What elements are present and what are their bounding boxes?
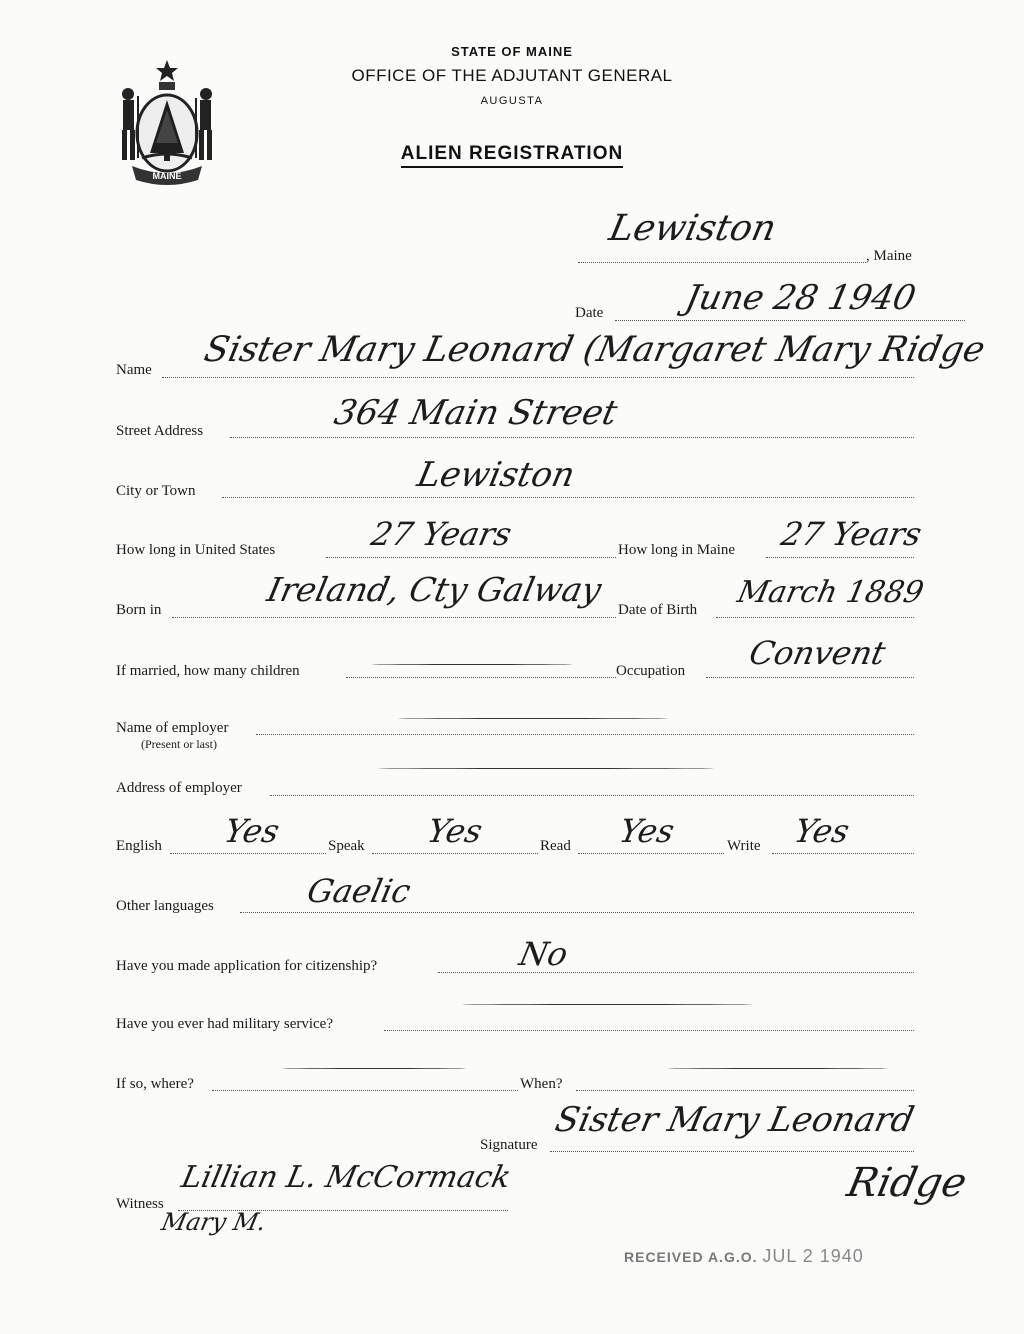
street-value: 364 Main Street [330, 393, 621, 433]
name-label: Name [116, 362, 152, 378]
date-value: June 28 1940 [681, 278, 920, 318]
read-line [578, 853, 724, 854]
how-long-maine-label: How long in Maine [618, 542, 736, 558]
occupation-value: Convent [745, 634, 889, 672]
signature-label: Signature [480, 1137, 538, 1153]
when-line [576, 1090, 914, 1091]
street-label: Street Address [116, 423, 204, 439]
when-label: When? [520, 1076, 563, 1092]
other-languages-label: Other languages [116, 898, 214, 914]
date-line [615, 320, 965, 321]
witness-label: Witness [116, 1196, 164, 1212]
children-label: If married, how many children [116, 663, 300, 679]
witness-value: Lillian L. McCormack [178, 1160, 514, 1195]
signature-line [550, 1151, 914, 1152]
employer-label: Name of employer [116, 720, 229, 736]
read-value: Yes [615, 812, 678, 850]
where-line [212, 1090, 518, 1091]
how-long-us-line [326, 557, 616, 558]
place-line [578, 262, 866, 263]
city-label: City or Town [116, 483, 196, 499]
citizenship-label: Have you made application for citizenship? [116, 958, 378, 974]
other-languages-value: Gaelic [303, 872, 415, 910]
received-stamp-date: JUL 2 1940 [762, 1246, 864, 1266]
how-long-us-label: How long in United States [116, 542, 276, 558]
occupation-label: Occupation [616, 663, 686, 679]
city-heading: AUGUSTA [480, 95, 544, 107]
employer-address-line [270, 795, 914, 796]
maine-label: , Maine [866, 248, 912, 264]
read-label: Read [540, 838, 571, 854]
employer-address-label: Address of employer [116, 780, 242, 796]
name-value: Sister Mary Leonard (Margaret Mary Ridge [200, 330, 989, 370]
speak-value: Yes [423, 812, 486, 850]
military-label: Have you ever had military service? [116, 1016, 333, 1032]
children-line [346, 677, 616, 678]
military-dash [462, 1004, 752, 1005]
children-dash [372, 664, 572, 665]
english-line [170, 853, 326, 854]
born-in-label: Born in [116, 602, 162, 618]
signature-value-2: Ridge [843, 1160, 971, 1206]
state-heading: STATE OF MAINE [451, 44, 573, 59]
date-of-birth-value: March 1889 [734, 575, 927, 610]
how-long-us-value: 27 Years [367, 515, 516, 553]
born-in-line [172, 617, 616, 618]
date-of-birth-line [716, 617, 914, 618]
received-stamp-text: RECEIVED A.G.O. [624, 1249, 758, 1265]
how-long-maine-line [766, 557, 914, 558]
write-label: Write [727, 838, 761, 854]
witness-value-2: Mary M. [159, 1208, 269, 1236]
how-long-maine-value: 27 Years [777, 515, 926, 553]
speak-label: Speak [328, 838, 365, 854]
city-line [222, 497, 914, 498]
when-dash [668, 1068, 888, 1069]
write-line [772, 853, 914, 854]
other-languages-line [240, 912, 914, 913]
name-line [162, 377, 914, 378]
born-in-value: Ireland, Cty Galway [263, 570, 605, 609]
where-dash [282, 1068, 466, 1069]
office-heading: OFFICE OF THE ADJUTANT GENERAL [351, 66, 673, 85]
english-label: English [116, 838, 162, 854]
speak-line [372, 853, 538, 854]
where-label: If so, where? [116, 1076, 194, 1092]
english-value: Yes [220, 812, 283, 850]
employer-dash [398, 718, 668, 719]
write-value: Yes [790, 812, 853, 850]
date-of-birth-label: Date of Birth [618, 602, 698, 618]
received-stamp [624, 1246, 864, 1267]
citizenship-value: No [515, 935, 572, 973]
form-title-text: ALIEN REGISTRATION [401, 143, 623, 168]
employer-address-dash [378, 768, 714, 769]
street-line [230, 437, 914, 438]
citizenship-line [438, 972, 914, 973]
date-label: Date [575, 305, 604, 321]
signature-value: Sister Mary Leonard [551, 1100, 918, 1140]
seal-banner-text: MAINE [152, 171, 182, 181]
employer-line [256, 734, 914, 735]
employer-note: (Present or last) [141, 737, 217, 751]
military-line [384, 1030, 914, 1031]
maine-state-seal-icon [112, 58, 222, 186]
place-value: Lewiston [605, 208, 780, 249]
city-value: Lewiston [413, 455, 579, 495]
occupation-line [706, 677, 914, 678]
